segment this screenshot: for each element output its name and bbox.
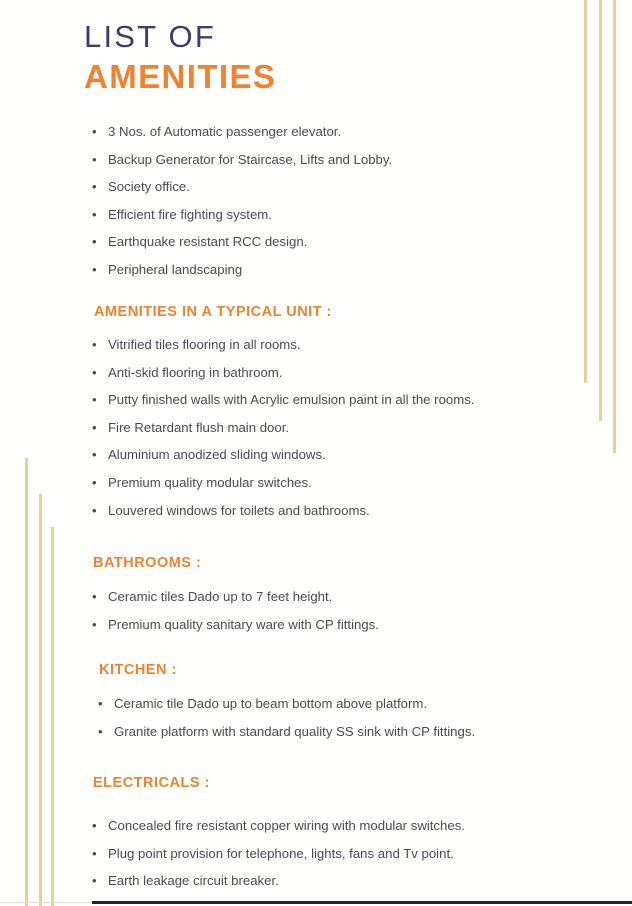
bullet-icon: •	[92, 206, 97, 222]
bullet-icon: •	[98, 696, 103, 711]
list-item	[92, 146, 392, 174]
list-item	[92, 256, 392, 284]
list-item	[92, 840, 465, 868]
list-item-label: Efficient fire fighting system.	[108, 206, 272, 222]
footer-rule-light	[0, 902, 92, 903]
bullet-icon: •	[92, 616, 97, 632]
list-item-label: Earth leakage circuit breaker.	[108, 873, 279, 889]
amenities-kitchen-list	[98, 690, 475, 745]
bullet-icon: •	[92, 337, 97, 352]
list-item	[92, 173, 392, 201]
decorative-vertical-rule-left-3	[51, 527, 54, 906]
page-title	[84, 18, 276, 98]
bullet-icon: •	[92, 589, 97, 604]
decorative-vertical-rule-right-2	[599, 0, 602, 421]
list-item	[92, 118, 392, 146]
list-item	[92, 497, 474, 525]
bullet-icon: •	[92, 234, 97, 250]
section-heading-electricals: ELECTRICALS :	[93, 775, 210, 791]
decorative-vertical-rule-left-2	[39, 494, 42, 906]
amenities-bathrooms-list	[92, 583, 379, 638]
list-item-label: Granite platform with standard quality SS sink with CP fittings.	[114, 723, 476, 739]
bullet-icon: •	[92, 261, 97, 277]
list-item-label: Louvered windows for toilets and bathrooms.	[108, 502, 370, 518]
page-title-line-2: AMENITIES	[84, 58, 277, 95]
bullet-icon: •	[92, 392, 97, 408]
list-item-label: Premium quality sanitary ware with CP fittings.	[108, 616, 379, 632]
list-item	[98, 718, 475, 746]
list-item-label: Society office.	[108, 179, 190, 195]
amenities-typical-unit-list	[92, 331, 474, 524]
bullet-icon: •	[92, 474, 97, 490]
list-item-label: Earthquake resistant RCC design.	[108, 234, 308, 250]
list-item	[92, 867, 465, 895]
list-item-label: 3 Nos. of Automatic passenger elevator.	[108, 124, 342, 139]
list-item	[92, 611, 379, 639]
decorative-vertical-rule-right-3	[613, 0, 616, 453]
bullet-icon: •	[92, 502, 97, 518]
list-item-label: Fire Retardant flush main door.	[108, 419, 290, 435]
section-heading-typical-unit: AMENITIES IN A TYPICAL UNIT :	[94, 304, 332, 320]
bullet-icon: •	[92, 419, 97, 435]
bullet-icon: •	[98, 723, 103, 739]
bullet-icon: •	[92, 818, 97, 833]
list-item-label: Aluminium anodized sliding windows.	[108, 447, 326, 463]
bullet-icon: •	[92, 873, 97, 889]
list-item	[92, 583, 379, 611]
bullet-icon: •	[92, 124, 97, 139]
list-item-label: Concealed fire resistant copper wiring with modular switches.	[108, 818, 465, 833]
bullet-icon: •	[92, 151, 97, 167]
list-item	[92, 469, 474, 497]
decorative-vertical-rule-right-1	[584, 0, 587, 383]
list-item	[92, 201, 392, 229]
footer-rule-dark	[92, 901, 632, 904]
bullet-icon: •	[92, 845, 97, 861]
list-item	[98, 690, 475, 718]
list-item-label: Peripheral landscaping	[108, 261, 243, 277]
list-item	[92, 414, 474, 442]
section-heading-kitchen: KITCHEN :	[99, 662, 177, 678]
list-item-label: Plug point provision for telephone, lights, fans and Tv point.	[108, 845, 454, 861]
amenities-general-list	[92, 118, 392, 284]
amenities-electricals-list	[92, 812, 465, 895]
list-item-label: Ceramic tiles Dado up to 7 feet height.	[108, 589, 333, 604]
list-item-label: Ceramic tile Dado up to beam bottom above platform.	[114, 696, 427, 711]
bullet-icon: •	[92, 447, 97, 463]
list-item-label: Premium quality modular switches.	[108, 474, 312, 490]
section-heading-bathrooms: BATHROOMS :	[93, 555, 202, 571]
decorative-vertical-rule-left-1	[25, 458, 28, 906]
list-item-label: Putty finished walls with Acrylic emulsion paint in all the rooms.	[108, 392, 475, 408]
bullet-icon: •	[92, 179, 97, 195]
list-item	[92, 441, 474, 469]
list-item	[92, 331, 474, 359]
list-item	[92, 812, 465, 840]
list-item	[92, 228, 392, 256]
bullet-icon: •	[92, 364, 97, 380]
list-item	[92, 359, 474, 387]
list-item-label: Anti-skid flooring in bathroom.	[108, 364, 283, 380]
list-item	[92, 386, 474, 414]
list-item-label: Vitrified tiles flooring in all rooms.	[108, 337, 301, 352]
page-title-line-1: LIST OF	[84, 19, 216, 54]
list-item-label: Backup Generator for Staircase, Lifts and Lobby.	[108, 151, 393, 167]
